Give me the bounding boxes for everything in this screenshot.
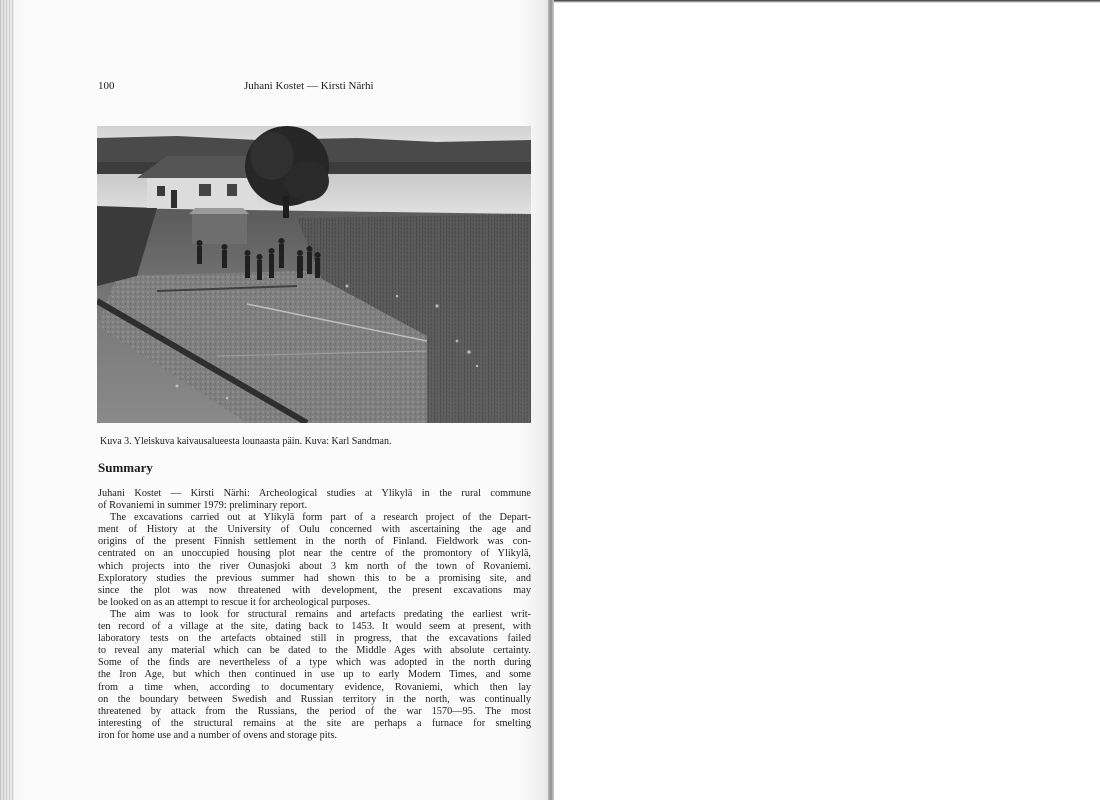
text-line: laboratory tests on the artefacts obtained still in progress, that the excavations failed [98,633,531,645]
right-page [554,0,1100,800]
text-line: The excavations carried out at Ylikylä form part of a research project of the Depart- [110,512,531,524]
text-line: ten record of a village at the site, dating back to 1453. It would seem at present, with [98,621,531,633]
text-line: to reveal any material which can be dated to the Middle Ages with absolute certainty. [98,645,531,657]
text-line: on the boundary between Swedish and Russian territory in the north, was continually [98,693,531,705]
page-edge [0,0,14,800]
text-line: Juhani Kostet — Kirsti Närhi: Archeological studies at Ylikylä in the rural commune [98,488,531,499]
text-line: the Iron Age, but which then continued in use up to early Modern Times, and some [98,669,531,681]
text-line: since the plot was now threatened with development, the present excavations may [98,584,531,596]
text-line: Some of the finds are nevertheless of a type which was adopted in the north during [98,657,531,669]
figure-caption: Kuva 3. Yleiskuva kaivausalueesta lounaasta päin. Kuva: Karl Sandman. [100,436,392,447]
text-line: of Rovaniemi in summer 1979: preliminary report. [98,500,308,512]
text-line: The aim was to look for structural remains and artefacts predating the earliest writ- [110,608,531,620]
text-line: be looked on as an attempt to rescue it for archeological purposes. [98,596,371,608]
page-number: 100 [98,80,115,92]
text-line: threatened by attack from the Russians, the period of the war 1570—95. The most [98,705,531,717]
photo-image [97,126,531,423]
text-line: ment of History at the University of Oulu concerned with ascertaining the age and [98,524,531,536]
text-line: which projects into the river Ounasjoki about 3 km north of the town of Rovaniemi. [98,560,531,572]
text-line: from a time when, according to documentary evidence, Rovaniemi, which then lay [98,681,531,693]
running-head: Juhani Kostet — Kirsti Närhi [244,80,374,92]
summary-heading: Summary [98,460,153,475]
excavation-photo [97,126,531,423]
text-line: interesting of the structural remains at the site are perhaps a furnace for smelting [98,717,531,729]
text-line: Exploratory studies the previous summer had shown this to be a promising site, and [98,572,531,584]
text-line: iron for home use and a number of ovens and storage pits. [98,729,338,741]
page-edge-shadow [554,0,1100,3]
summary-text [98,488,531,742]
text-line: origins of the present Finnish settlement in the north of Finland. Fieldwork was con- [98,536,531,548]
text-line: centrated on an unoccupied housing plot near the centre of the promontory of Ylikylä, [98,548,531,560]
